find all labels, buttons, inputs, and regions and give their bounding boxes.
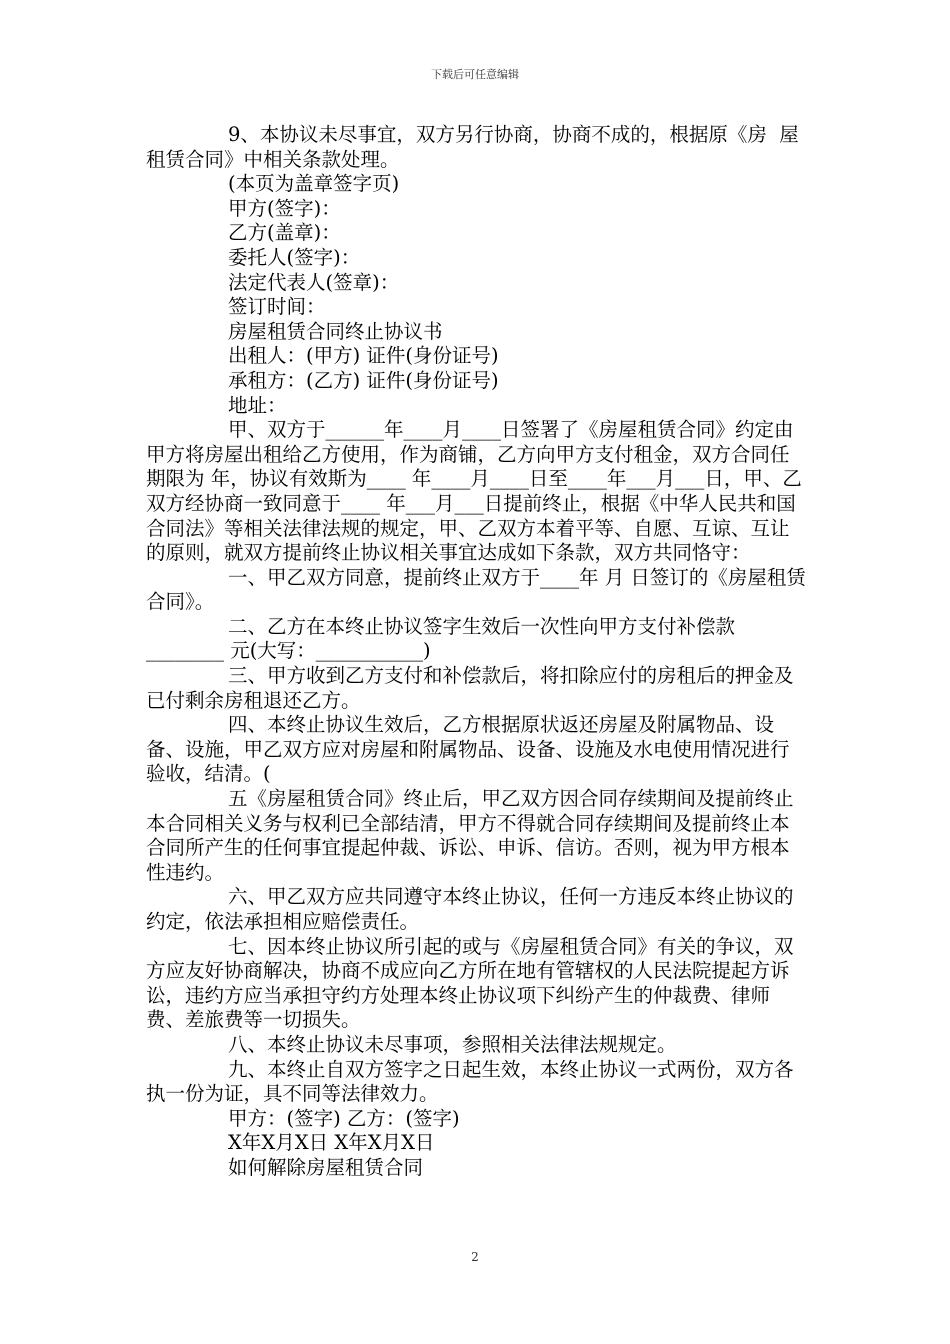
paragraph: 房屋租赁合同终止协议书 (228, 319, 443, 343)
paragraph: (本页为盖章签字页) (228, 172, 400, 196)
paragraph: 9、本协议未尽事宜，双方另行协商，协商不成的，根据原《房 屋租赁合同》中相关条款处理。 (146, 123, 799, 171)
paragraph: 七、因本终止协议所引起的或与《房屋租赁合同》有关的争议，双方应友好协商解决，协商不成应向乙方所在地有管辖权的人民法院提起方诉讼，违约方应当承担守约方处理本终止协议项下纠纷产生的仲裁费、律师费、差旅费等一切损失。 (146, 934, 794, 1032)
paragraph: 承租方：(乙方) 证件(身份证号) (228, 368, 499, 392)
page-number: 2 (471, 1250, 479, 1264)
paragraph: 法定代表人(签章)： (228, 270, 400, 294)
paragraph: 甲方：(签字) 乙方：(签字) (228, 1106, 460, 1130)
paragraph: 九、本终止自双方签字之日起生效，本终止协议一式两份，双方各执一份为证，具不同等法律效力。 (146, 1057, 794, 1106)
page-header: 下载后可任意编辑 (431, 68, 519, 81)
document-body (146, 123, 806, 1181)
paragraph: 甲方(签字)： (228, 196, 341, 220)
paragraph: 签订时间： (228, 295, 326, 319)
paragraph: 如何解除房屋租赁合同 (228, 1155, 424, 1179)
paragraph: 出租人：(甲方) 证件(身份证号) (228, 344, 499, 368)
paragraph: 甲、双方于______年____月____日签署了《房屋租赁合同》约定由甲方将房屋出租给乙方使用，作为商铺，乙方向甲方支付租金，双方合同任期限为 年，协议有效斯为____ 年____月____日至____年___月___日，甲、乙双方经协商一致同意于____ 年___月___日提前终止，根据《中华人民共和国合同法》等相关法律法规的规定，甲、乙双方本着平等、自愿、互谅、互让的原则，就双方提前终止协议相关事宜达成如下条款，双方共同恪守： (146, 418, 802, 565)
paragraph: 五《房屋租赁合同》终止后，甲乙双方因合同存续期间及提前终止本合同相关义务与权利已全部结清，甲方不得就合同存续期间及提前终止本合同所产生的任何事宜提起仲裁、诉讼、申诉、信访。否则，视为甲方根本性违约。 (146, 787, 794, 884)
paragraph: 二、乙方在本终止协议签字生效后一次性向甲方支付补偿款________ 元(大写：___________) (146, 614, 736, 663)
paragraph: 三、甲方收到乙方支付和补偿款后，将扣除应付的房租后的押金及已付剩余房租退还乙方。 (146, 664, 794, 712)
paragraph: 乙方(盖章)： (228, 221, 341, 245)
paragraph: X年X月X日 X年X月X日 (228, 1131, 435, 1155)
paragraph: 委托人(签字)： (228, 245, 361, 269)
paragraph: 地址： (228, 393, 287, 417)
paragraph: 一、甲乙双方同意，提前终止双方于____年 月 日签订的《房屋租赁合同》。 (146, 565, 806, 614)
paragraph: 六、甲乙双方应共同遵守本终止协议，任何一方违反本终止协议的约定，依法承担相应赔偿责任。 (146, 885, 794, 933)
paragraph: 八、本终止协议未尽事项，参照相关法律法规规定。 (228, 1032, 677, 1056)
paragraph: 四、本终止协议生效后，乙方根据原状返还房屋及附属物品、设备、设施，甲乙双方应对房屋和附属物品、设备、设施及水电使用情况进行验收，结清。( (146, 713, 790, 786)
